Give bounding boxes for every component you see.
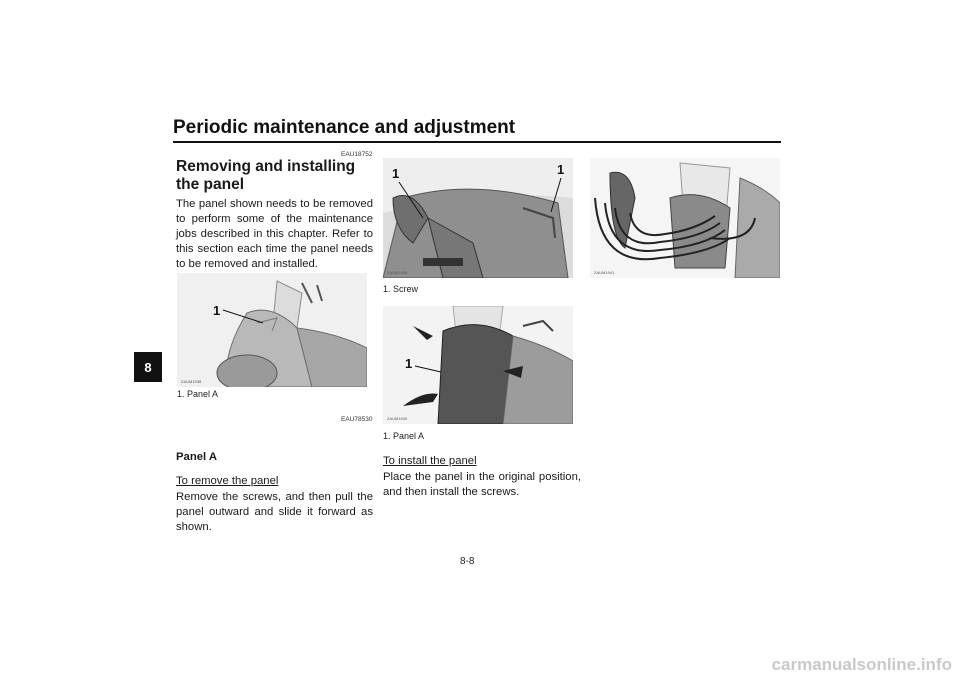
figure-b-code: ZAUM1939 — [387, 270, 408, 275]
figure-b-callout-left: 1 — [392, 166, 400, 181]
figure-a-caption: 1. Panel A — [177, 389, 219, 399]
figure-a-callout: 1 — [213, 303, 221, 318]
page-header-title: Periodic maintenance and adjustment — [173, 117, 516, 138]
figure-c-callout: 1 — [405, 356, 413, 371]
install-text: Place the panel in the original position, and then install the screws. — [383, 471, 581, 498]
figure-d-code: ZAUM1941 — [594, 270, 615, 275]
figure-c-caption: 1. Panel A — [383, 431, 425, 441]
callout-leader-line — [411, 362, 443, 374]
figure-panel-a-exploded — [590, 158, 780, 278]
panel-a-title: Panel A — [176, 451, 218, 463]
remove-heading: To remove the panel — [176, 475, 279, 487]
figure-screw-location — [383, 158, 573, 278]
figure-panel-a-removal — [383, 306, 573, 424]
section-title: Removing and installing the panel — [176, 158, 356, 193]
panel-exploded-illustration — [590, 158, 780, 278]
chapter-tab: 8 — [134, 352, 162, 382]
header-rule — [173, 141, 781, 143]
watermark: carmanualsonline.info — [771, 655, 952, 674]
section-intro: The panel shown needs to be removed to perform some of the maintenance jobs described in this chapter. Refer to this section each time the panel needs to be removed and installed. — [176, 198, 373, 270]
install-heading: To install the panel — [383, 455, 477, 467]
figure-a-code: ZAUM1938 — [181, 379, 202, 384]
figure-c-code: ZAUM1940 — [387, 416, 408, 421]
figure-b-callout-right: 1 — [557, 162, 565, 177]
callout-leader-line — [217, 307, 267, 327]
figure-panel-a-location — [177, 273, 367, 387]
figure-b-caption: 1. Screw — [383, 284, 419, 294]
scooter-front-illustration — [177, 273, 367, 387]
callout-leader-line — [543, 176, 563, 216]
panel-a-code: EAU78530 — [341, 416, 373, 423]
callout-leader-line — [397, 180, 427, 222]
remove-text: Remove the screws, and then pull the panel outward and slide it forward as shown. — [176, 491, 373, 533]
section-code: EAU18752 — [341, 151, 373, 158]
page-number: 8-8 — [460, 556, 475, 567]
